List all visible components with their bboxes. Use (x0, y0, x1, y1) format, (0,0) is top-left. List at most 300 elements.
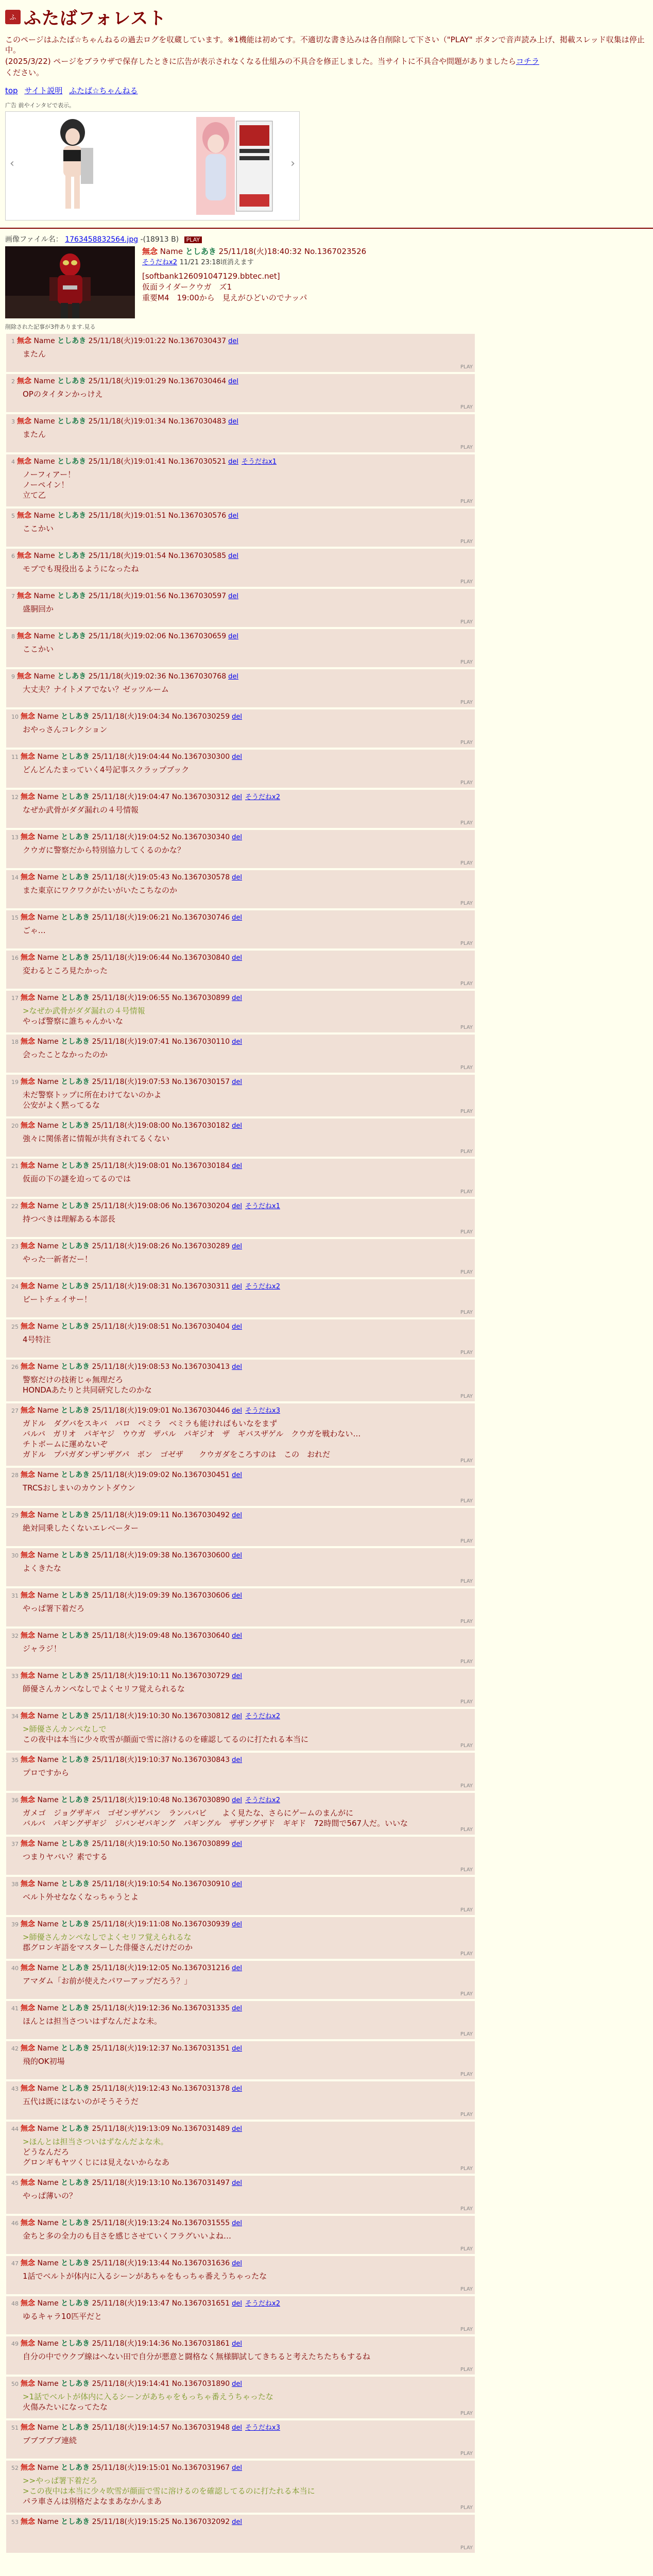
reply-text: つまりヤバい？素でする (23, 1852, 108, 1861)
reply-play-button[interactable]: PLAY (460, 981, 473, 987)
file-link[interactable]: 1763458832564.jpg (65, 235, 139, 244)
reply-header (11, 1550, 470, 1561)
reply-play-button[interactable]: PLAY (460, 404, 473, 410)
reply-del-link[interactable]: del (232, 1756, 242, 1764)
reply-name: としあき (61, 1202, 90, 1210)
reply-play-button[interactable]: PLAY (460, 2451, 473, 2456)
reply-post (6, 2461, 475, 2513)
reply-del-link[interactable]: del (232, 2464, 242, 2472)
reply-name-label: Name (37, 2518, 59, 2526)
figure-image-1[interactable] (37, 117, 109, 215)
reply-name: としあき (61, 1471, 90, 1479)
reply-index: 49 (11, 2341, 19, 2347)
reply-index: 39 (11, 1921, 19, 1928)
reply-play-button[interactable]: PLAY (460, 901, 473, 906)
reply-title: 無念 (21, 1920, 35, 1928)
op-meta: 25/11/18(火)18:40:32 No.1367023526 (218, 247, 367, 256)
reply-del-link[interactable]: del (232, 1078, 242, 1086)
reply-header (11, 872, 470, 883)
reply-title: 無念 (17, 632, 31, 640)
reply-meta: 25/11/18(火)19:08:51 No.1367030404 (92, 1323, 230, 1331)
reply-play-button[interactable]: PLAY (460, 1394, 473, 1399)
reply-header (11, 416, 470, 427)
reply-header (11, 2178, 470, 2189)
reply-name: としあき (61, 1632, 90, 1640)
deleted-posts-notice[interactable]: 削除された記事が3件あります.見る (5, 324, 96, 330)
reply-del-link[interactable]: del (232, 994, 242, 1002)
reply-play-button[interactable]: PLAY (460, 1310, 473, 1315)
reply-name: としあき (61, 1880, 90, 1888)
reply-post (6, 750, 475, 788)
reply-name: としあき (57, 632, 87, 640)
reply-meta: 25/11/18(火)19:14:41 No.1367031890 (92, 2380, 230, 2388)
reply-post (6, 2081, 475, 2120)
reply-post (6, 790, 475, 828)
reply-del-link[interactable]: del (232, 1632, 242, 1640)
reply-index: 22 (11, 1203, 19, 1210)
reply-header (11, 832, 470, 843)
reply-name: としあき (61, 1551, 90, 1560)
reply-sodane-link[interactable]: そうだねx2 (245, 1797, 280, 1804)
reply-del-link[interactable]: del (232, 1921, 242, 1928)
reply-play-button[interactable]: PLAY (460, 2411, 473, 2416)
reply-title: 無念 (21, 753, 35, 761)
reply-del-link[interactable]: del (232, 1202, 242, 1210)
reply-name-label: Name (37, 2380, 59, 2388)
reply-name-label: Name (37, 2259, 59, 2267)
reply-play-button[interactable]: PLAY (460, 2031, 473, 2037)
reply-meta: 25/11/18(火)19:14:57 No.1367031948 (92, 2424, 230, 2432)
reply-name: としあき (61, 2219, 90, 2227)
reply-del-link[interactable]: del (232, 1323, 242, 1331)
nav-site-map-link[interactable]: サイト説明 (24, 86, 63, 95)
reply-del-link[interactable]: del (228, 673, 238, 681)
reply-play-button[interactable]: PLAY (460, 2545, 473, 2551)
reply-del-link[interactable]: del (232, 2219, 242, 2227)
reply-text: やっぱ薄いの？ (23, 2191, 77, 2200)
nav-futaba-link[interactable]: ふたば☆ちゃんねる (69, 86, 138, 95)
reply-text: 4号特注 (23, 1335, 51, 1344)
reply-name: としあき (61, 1363, 90, 1371)
reply-play-button[interactable]: PLAY (460, 1827, 473, 1833)
reply-del-link[interactable]: del (232, 1964, 242, 1972)
reply-del-link[interactable]: del (228, 633, 238, 640)
reply-index: 3 (11, 418, 15, 425)
reply-play-button[interactable]: PLAY (460, 1269, 473, 1275)
reply-del-link[interactable]: del (228, 378, 238, 385)
notice-line-1: このページはふたば☆ちゃんねるの過去ログを収蔵しています。※1機能は初めてす。不適切な書き込みは各自削除して下さい（"PLAY" ボタンで音声読み上げ、掲載スレッド収集は停止中。 (5, 35, 645, 55)
reply-del-link[interactable]: del (232, 1283, 242, 1291)
reply-play-button[interactable]: PLAY (460, 740, 473, 745)
reply-text: 盛胴回か (23, 604, 54, 614)
reply-name-label: Name (37, 1323, 59, 1331)
reply-play-button[interactable]: PLAY (460, 1025, 473, 1030)
reply-name: としあき (57, 417, 87, 426)
reply-name-label: Name (37, 1920, 59, 1928)
reply-play-button[interactable]: PLAY (460, 499, 473, 504)
reply-text: 飛的OK初場 (23, 2057, 65, 2066)
notice-line-2: (2025/3/22) ページをブラウザで保存したときに広告が表示されなくなる仕組みの不具合を修正しました。当サイトに不具合や問題がありましたらコチラ (5, 57, 540, 66)
reply-post (6, 870, 475, 908)
carousel-next-icon[interactable]: › (290, 157, 295, 170)
reply-sodane-link[interactable]: そうだねx2 (245, 793, 280, 801)
reply-del-link[interactable]: del (232, 1038, 242, 1046)
reply-title: 無念 (17, 337, 31, 345)
reply-play-button[interactable]: PLAY (460, 1538, 473, 1544)
reply-sodane-link[interactable]: そうだねx2 (245, 1283, 280, 1291)
reply-name-label: Name (37, 1282, 59, 1291)
reply-post (6, 334, 475, 372)
reply-del-link[interactable]: del (232, 1512, 242, 1519)
file-label: 画像ファイル名： (5, 235, 63, 244)
reply-del-link[interactable]: del (232, 2260, 242, 2267)
reply-meta: 25/11/18(火)19:13:47 No.1367031651 (92, 2299, 230, 2308)
reply-text: ここかい (23, 645, 54, 654)
reply-del-link[interactable]: del (228, 592, 238, 600)
reply-index: 40 (11, 1965, 19, 1972)
reply-meta: 25/11/18(火)19:01:54 No.1367030585 (88, 552, 227, 560)
reply-body (23, 564, 470, 574)
reply-play-button[interactable]: PLAY (460, 1867, 473, 1873)
reply-del-link[interactable]: del (232, 1162, 242, 1170)
reply-post (6, 1319, 475, 1358)
reply-del-link[interactable]: del (228, 512, 238, 520)
reply-del-link[interactable]: del (228, 418, 238, 426)
reply-text: やった一新者だー！ (23, 1255, 93, 1264)
reply-name-label: Name (37, 1632, 59, 1640)
site-title[interactable]: ふたばフォレスト (24, 8, 167, 29)
reply-index: 36 (11, 1797, 19, 1804)
reply-title: 無念 (17, 377, 31, 385)
reply-play-button[interactable]: PLAY (460, 1659, 473, 1665)
reply-name: としあき (61, 2299, 90, 2308)
reply-index: 26 (11, 1364, 19, 1370)
reply-header (11, 2338, 470, 2349)
reply-body (23, 1976, 470, 1986)
reply-play-button[interactable]: PLAY (460, 2112, 473, 2117)
reply-name: としあき (61, 2424, 90, 2432)
reply-play-button[interactable]: PLAY (460, 579, 473, 585)
op-expire-time: 11/21 23:18頃消えます (179, 259, 254, 266)
reply-post (6, 1468, 475, 1506)
reply-sodane-link[interactable]: そうだねx2 (245, 2300, 280, 2308)
reply-name: としあき (61, 1712, 90, 1720)
reply-body (23, 349, 470, 359)
reply-del-link[interactable]: del (232, 1471, 242, 1479)
reply-index: 5 (11, 513, 15, 519)
reply-play-button[interactable]: PLAY (460, 820, 473, 826)
thread-play-button[interactable]: PLAY (184, 236, 202, 243)
reply-play-button[interactable]: PLAY (460, 659, 473, 665)
reply-index: 34 (11, 1713, 19, 1720)
reply-header (11, 711, 470, 722)
reply-index: 53 (11, 2519, 19, 2526)
reply-name-label: Name (37, 2125, 59, 2133)
reply-index: 19 (11, 1079, 19, 1086)
reply-post (6, 589, 475, 627)
reply-text: モブでも現役出るようになったね (23, 564, 139, 573)
reply-text: 持つべきは理解ある本部長 (23, 1214, 116, 1224)
reply-sodane-link[interactable]: そうだねx1 (245, 1202, 280, 1210)
reply-text: やっぱ警察に誰ちゃんかいな (23, 1016, 124, 1026)
reply-text: アマダム「お前が使えたパワーアップだろう？」 (23, 1976, 192, 1986)
reply-del-link[interactable]: del (232, 1840, 242, 1848)
reply-index: 21 (11, 1163, 19, 1170)
reply-del-link[interactable]: del (228, 552, 238, 560)
reply-play-button[interactable]: PLAY (460, 2286, 473, 2292)
reply-play-button[interactable]: PLAY (460, 2072, 473, 2077)
reply-header (11, 2043, 470, 2054)
reply-play-button[interactable]: PLAY (460, 445, 473, 450)
nav-top-link[interactable]: top (5, 86, 18, 95)
reply-title: 無念 (21, 1880, 35, 1888)
reply-title: 無念 (21, 1471, 35, 1479)
reply-name-label: Name (33, 417, 55, 426)
reply-title: 無念 (21, 1964, 35, 1972)
reply-del-link[interactable]: del (232, 1407, 242, 1415)
reply-title: 無念 (21, 954, 35, 962)
reply-header (11, 2218, 470, 2229)
reply-index: 52 (11, 2465, 19, 2471)
reply-del-link[interactable]: del (232, 1122, 242, 1130)
reply-post (6, 830, 475, 868)
reply-title: 無念 (21, 713, 35, 721)
reply-index: 17 (11, 995, 19, 1002)
reply-index: 18 (11, 1039, 19, 1045)
reply-text: 変わるところ見たかった (23, 966, 108, 975)
reply-name-label: Name (37, 954, 59, 962)
reply-name-label: Name (37, 1406, 59, 1415)
reply-name-label: Name (37, 1242, 59, 1250)
reply-play-button[interactable]: PLAY (460, 2327, 473, 2332)
reply-play-button[interactable]: PLAY (460, 1743, 473, 1749)
reply-del-link[interactable]: del (232, 2125, 242, 2133)
reply-post (6, 1403, 475, 1466)
header-divider (0, 228, 653, 229)
reply-name: としあき (61, 1323, 90, 1331)
reply-header (11, 1590, 470, 1601)
reply-header (11, 2258, 470, 2269)
reply-title: 無念 (17, 457, 31, 466)
reply-meta: 25/11/18(火)19:12:05 No.1367031216 (92, 1964, 230, 1972)
reply-post (6, 1753, 475, 1791)
reply-del-link[interactable]: del (232, 2045, 242, 2053)
reply-name-label: Name (37, 1511, 59, 1519)
op-info (142, 246, 366, 318)
reply-post (6, 2216, 475, 2254)
reply-play-button[interactable]: PLAY (460, 1109, 473, 1114)
reply-text: ゆるキャラ10匹平だと (23, 2312, 102, 2321)
reply-meta: 25/11/18(火)19:12:37 No.1367031351 (92, 2044, 230, 2053)
reply-index: 51 (11, 2425, 19, 2431)
reply-meta: 25/11/18(火)19:06:55 No.1367030899 (92, 994, 230, 1002)
reply-del-link[interactable]: del (232, 2380, 242, 2388)
site-header (0, 0, 653, 109)
ad-carousel[interactable] (5, 111, 300, 221)
site-nav (5, 85, 648, 96)
reply-play-button[interactable]: PLAY (460, 1783, 473, 1789)
reply-sodane-link[interactable]: そうだねx3 (245, 2424, 280, 2432)
reply-name-label: Name (37, 2340, 59, 2348)
reply-index: 29 (11, 1512, 19, 1519)
reply-body (23, 805, 470, 815)
reply-name: としあき (61, 873, 90, 882)
reply-play-button[interactable]: PLAY (460, 1149, 473, 1155)
reply-del-link[interactable]: del (228, 337, 238, 345)
reply-del-link[interactable]: del (232, 2424, 242, 2432)
reply-play-button[interactable]: PLAY (460, 1579, 473, 1584)
reply-header (11, 1161, 470, 1172)
reply-header (11, 1037, 470, 1047)
reply-text: 仮面の下の謎を迫ってるのでは (23, 1174, 131, 1183)
reply-del-link[interactable]: del (232, 2340, 242, 2348)
reply-play-button[interactable]: PLAY (460, 1951, 473, 1957)
reply-title: 無念 (21, 2004, 35, 2012)
reply-header (11, 1405, 470, 1416)
figure-image-2[interactable] (196, 117, 276, 215)
reply-quote: >師優さんカンペなしでよくセリフ覚えられるな (23, 1933, 192, 1942)
reply-play-button[interactable]: PLAY (460, 2505, 473, 2511)
reply-play-button[interactable]: PLAY (460, 619, 473, 625)
reply-play-button[interactable]: PLAY (460, 1350, 473, 1355)
reply-index: 35 (11, 1757, 19, 1764)
reply-index: 11 (11, 754, 19, 760)
reply-sodane-link[interactable]: そうだねx2 (245, 1713, 280, 1720)
reply-play-button[interactable]: PLAY (460, 1458, 473, 1464)
reply-del-link[interactable]: del (232, 1713, 242, 1720)
reply-play-button[interactable]: PLAY (460, 860, 473, 866)
reply-play-button[interactable]: PLAY (460, 2246, 473, 2252)
reply-meta: 25/11/18(火)19:04:34 No.1367030259 (92, 713, 230, 721)
reply-del-link[interactable]: del (232, 1243, 242, 1250)
reply-header (11, 2517, 470, 2528)
reply-del-link[interactable]: del (232, 1552, 242, 1560)
reply-del-link[interactable]: del (232, 2518, 242, 2526)
reply-post (6, 2336, 475, 2375)
reply-play-button[interactable]: PLAY (460, 1189, 473, 1195)
reply-del-link[interactable]: del (232, 1363, 242, 1371)
reply-del-link[interactable]: del (232, 2085, 242, 2093)
reply-title: 無念 (21, 1242, 35, 1250)
reply-title: 無念 (21, 2125, 35, 2133)
notice-contact-link[interactable]: コチラ (516, 57, 540, 66)
carousel-prev-icon[interactable]: ‹ (10, 157, 14, 170)
reply-meta: 25/11/18(火)19:09:02 No.1367030451 (92, 1471, 230, 1479)
reply-index: 33 (11, 1673, 19, 1680)
site-logo-icon[interactable]: ふ (5, 10, 21, 24)
reply-sodane-link[interactable]: そうだねx1 (242, 458, 277, 466)
reply-del-link[interactable]: del (232, 1672, 242, 1680)
reply-name-label: Name (37, 1880, 59, 1888)
reply-play-button[interactable]: PLAY (460, 1229, 473, 1235)
reply-index: 38 (11, 1881, 19, 1888)
reply-del-link[interactable]: del (232, 954, 242, 962)
reply-name: としあき (61, 2179, 90, 2187)
reply-index: 48 (11, 2300, 19, 2307)
reply-name: としあき (61, 1406, 90, 1415)
reply-play-button[interactable]: PLAY (460, 364, 473, 370)
ad-caption: 广告 前やインタビで表示。 (5, 102, 75, 109)
op-sodane-link[interactable]: そうだねx2 (142, 259, 177, 266)
reply-header (11, 1281, 470, 1292)
reply-sodane-link[interactable]: そうだねx3 (245, 1407, 280, 1415)
op-body-line-1: [softbank126091047129.bbtec.net] (142, 272, 280, 281)
reply-index: 7 (11, 593, 15, 600)
reply-name: としあき (61, 2004, 90, 2012)
reply-del-link[interactable]: del (232, 2005, 242, 2012)
reply-play-button[interactable]: PLAY (460, 539, 473, 545)
reply-title: 無念 (21, 2340, 35, 2348)
reply-meta: 25/11/18(火)19:09:39 No.1367030606 (92, 1591, 230, 1600)
reply-del-link[interactable]: del (232, 2179, 242, 2187)
reply-text: 強々に関係者に情報が共有されてるくない (23, 1134, 170, 1143)
reply-play-button[interactable]: PLAY (460, 2206, 473, 2212)
reply-play-button[interactable]: PLAY (460, 1699, 473, 1705)
reply-play-button[interactable]: PLAY (460, 1619, 473, 1624)
op-thumbnail-image[interactable] (5, 246, 135, 318)
reply-play-button[interactable]: PLAY (460, 1991, 473, 1997)
reply-body (23, 2435, 470, 2446)
reply-play-button[interactable]: PLAY (460, 1065, 473, 1071)
reply-play-button[interactable]: PLAY (460, 2367, 473, 2372)
reply-title: 無念 (17, 417, 31, 426)
reply-play-button[interactable]: PLAY (460, 1498, 473, 1504)
reply-text: よくきたな (23, 1564, 62, 1573)
reply-name-label: Name (37, 1840, 59, 1848)
reply-meta: 25/11/18(火)19:14:36 No.1367031861 (92, 2340, 230, 2348)
reply-del-link[interactable]: del (232, 793, 242, 801)
reply-play-button[interactable]: PLAY (460, 780, 473, 786)
reply-play-button[interactable]: PLAY (460, 1907, 473, 1913)
reply-body (23, 2476, 470, 2506)
reply-del-link[interactable]: del (232, 874, 242, 882)
reply-meta: 25/11/18(火)19:01:41 No.1367030521 (88, 457, 227, 466)
reply-body (23, 429, 470, 439)
reply-play-button[interactable]: PLAY (460, 2166, 473, 2172)
reply-text: どんどんたまっていく4号記事スクラップブック (23, 765, 190, 774)
reply-play-button[interactable]: PLAY (460, 700, 473, 705)
reply-index: 23 (11, 1243, 19, 1250)
reply-name-label: Name (37, 1078, 59, 1086)
reply-post (6, 1793, 475, 1835)
reply-meta: 25/11/18(火)19:10:11 No.1367030729 (92, 1672, 230, 1680)
reply-index: 24 (11, 1283, 19, 1290)
reply-header (11, 2003, 470, 2014)
reply-title: 無念 (21, 1672, 35, 1680)
reply-del-link[interactable]: del (232, 1797, 242, 1804)
reply-meta: 25/11/18(火)19:09:11 No.1367030492 (92, 1511, 230, 1519)
reply-del-link[interactable]: del (232, 834, 242, 841)
reply-post (6, 2515, 475, 2553)
reply-del-link[interactable]: del (232, 713, 242, 721)
reply-header (11, 752, 470, 762)
reply-del-link[interactable]: del (228, 458, 238, 466)
reply-name-label: Name (37, 2299, 59, 2308)
reply-header (11, 511, 470, 521)
reply-del-link[interactable]: del (232, 753, 242, 761)
reply-index: 25 (11, 1324, 19, 1330)
reply-del-link[interactable]: del (232, 914, 242, 922)
reply-del-link[interactable]: del (232, 1592, 242, 1600)
reply-body (23, 469, 470, 500)
reply-name-label: Name (37, 1202, 59, 1210)
reply-name: としあき (61, 2340, 90, 2348)
reply-del-link[interactable]: del (232, 1880, 242, 1888)
reply-play-button[interactable]: PLAY (460, 941, 473, 946)
reply-body (23, 1563, 470, 1573)
reply-del-link[interactable]: del (232, 2300, 242, 2308)
reply-post (6, 1669, 475, 1707)
